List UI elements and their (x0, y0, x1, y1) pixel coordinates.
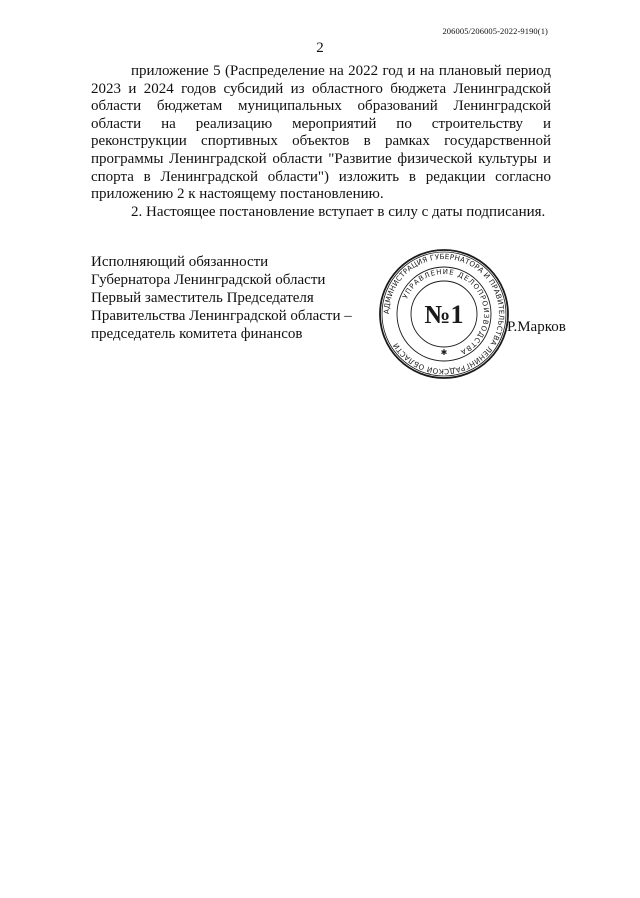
seal-star-icon: ✱ (440, 348, 448, 357)
document-id: 206005/206005-2022-9190(1) (442, 26, 548, 36)
document-body (91, 63, 551, 221)
official-seal (378, 248, 510, 380)
signer-name: Р.Марков (507, 319, 566, 335)
signatory-title-line-4: Правительства Ленинградской области – (91, 308, 352, 324)
signatory-title-block (91, 253, 352, 343)
page-number: 2 (316, 40, 324, 56)
signatory-title-line-3: Первый заместитель Председателя (91, 290, 314, 306)
signatory-title-line-2: Губернатора Ленинградской области (91, 272, 326, 288)
seal-outer-ring-text: АДМИНИСТРАЦИЯ ГУБЕРНАТОРА И ПРАВИТЕЛЬСТВА ЛЕНИНГРАДСКОЙ ОБЛАСТИ (381, 251, 507, 377)
signatory-title-line-1: Исполняющий обязанности (91, 254, 269, 270)
signatory-title-line-5: председатель комитета финансов (91, 326, 303, 342)
body-paragraph-2: 2. Настоящее постановление вступает в силу с даты подписания. (131, 203, 546, 220)
seal-number: №1 (424, 300, 464, 329)
body-paragraph-1: приложение 5 (Распределение на 2022 год и на плановый период 2023 и 2024 годов субсидий из областного бюджета Ленинградской области бюджетам муниципальных образований Ленинградской области на реализацию мероприятий по строительству и реконструкции спортивных объектов в рамках государственной программы Ленинградской области "Развитие физической культуры и спорта в Ленинградской области") изложить в редакции согласно приложению 2 к настоящему постановлению. (91, 63, 551, 203)
seal-stamp-graphic (378, 248, 510, 380)
seal-inner-ring-text: УПРАВЛЕНИЕ ДЕЛОПРОИЗВОДСТВА (401, 267, 491, 357)
